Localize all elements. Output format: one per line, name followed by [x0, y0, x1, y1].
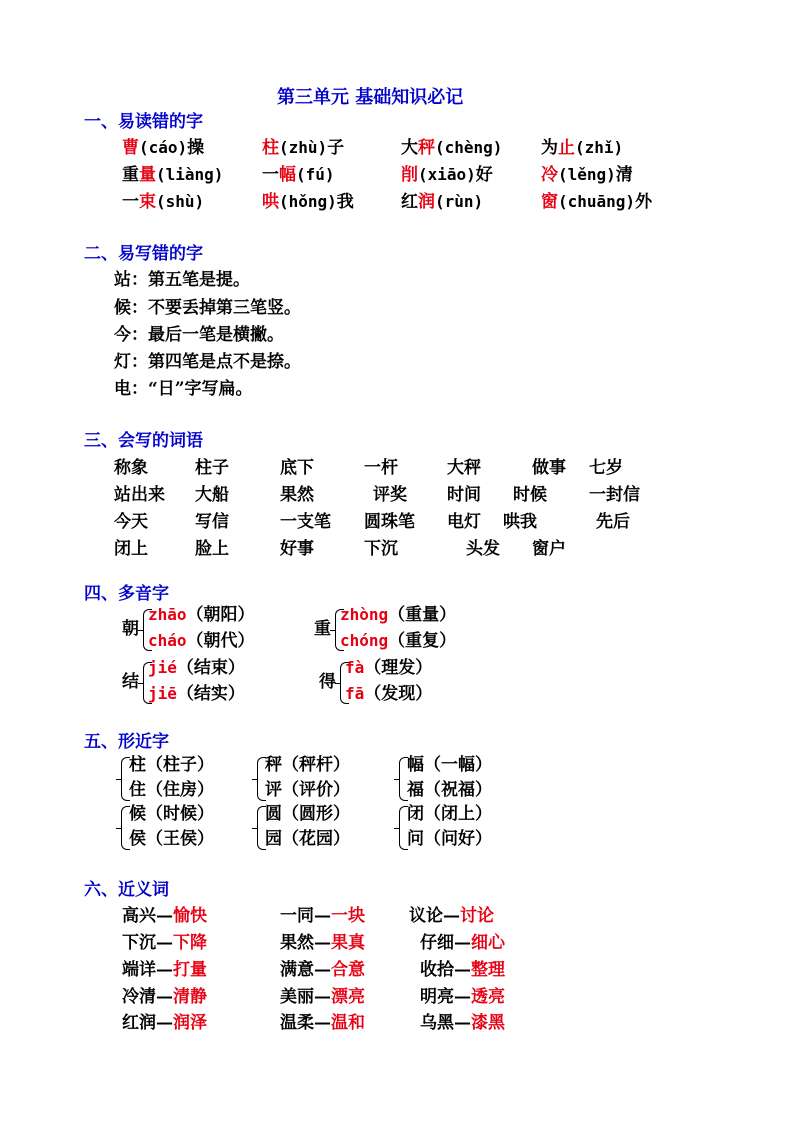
rule-line: 灯：第四笔是点不是捺。: [114, 352, 301, 372]
polyphone-char: 结: [122, 672, 139, 692]
synonym-answer: 漂亮: [331, 987, 365, 1007]
example-word: （重复）: [388, 631, 457, 651]
pinyin: zhòng: [340, 605, 389, 624]
synonym-pair: [122, 1015, 207, 1032]
pinyin: (cáo): [139, 138, 188, 157]
synonym-answer: 透亮: [471, 987, 505, 1007]
similar-char: 侯（王侯）: [129, 829, 214, 849]
vocab-word: 圆珠笔: [364, 512, 415, 532]
synonym-pair: [420, 962, 505, 979]
synonym-answer: 果真: [331, 933, 365, 953]
vocab-word: 一封信: [589, 485, 640, 505]
example-word: （发现）: [364, 684, 433, 704]
page-title: 第三单元 基础知识必记: [277, 87, 464, 108]
synonym-answer: 一块: [331, 906, 365, 926]
synonym-pair: [122, 908, 207, 925]
vocab-word: 时候: [513, 485, 547, 505]
pinyin: (zhù): [279, 138, 328, 157]
synonym-answer: 润泽: [173, 1013, 207, 1033]
pinyin: zhāo: [148, 605, 187, 624]
misread-entry: [541, 167, 633, 184]
vocab-word: 电灯: [447, 512, 481, 532]
vocab-word: 闭上: [114, 539, 148, 559]
section-heading-2: 二、易写错的字: [84, 244, 203, 264]
synonym-answer: 打量: [173, 960, 207, 980]
synonym-pair: [122, 989, 207, 1006]
similar-char: 闭（闭上）: [407, 804, 492, 824]
misread-entry: [262, 140, 344, 157]
pinyin: (chèng): [435, 138, 503, 157]
synonym-answer: 整理: [471, 960, 505, 980]
vocab-word: 脸上: [195, 539, 229, 559]
polyphone-reading: [345, 686, 432, 703]
misread-entry: [262, 194, 354, 211]
misread-entry: [541, 140, 623, 157]
section-heading-4: 四、多音字: [84, 584, 169, 604]
pinyin: (zhǐ): [575, 138, 624, 157]
synonym-word: 一同—: [280, 906, 331, 926]
pinyin: (shù): [156, 192, 205, 211]
misread-entry: [401, 140, 502, 157]
pinyin: cháo: [148, 631, 187, 650]
synonym-word: 温柔—: [280, 1013, 331, 1033]
rule-line: 候：不要丢掉第三笔竖。: [114, 298, 301, 318]
pinyin: jiē: [148, 684, 177, 703]
similar-char: 福（祝福）: [407, 780, 492, 800]
polyphone-char: 朝: [122, 619, 139, 639]
misread-entry: [401, 167, 493, 184]
section-heading-1: 一、易读错的字: [84, 112, 203, 132]
vocab-word: 七岁: [589, 458, 623, 478]
synonym-answer: 讨论: [460, 906, 494, 926]
vocab-word: 大船: [195, 485, 229, 505]
similar-char: 住（住房）: [129, 780, 214, 800]
vocab-word: 一杆: [364, 458, 398, 478]
pinyin: (fú): [296, 165, 335, 184]
entry-prefix: 一: [262, 165, 279, 185]
entry-suffix: 子: [327, 138, 345, 158]
entry-prefix: 红: [401, 192, 418, 212]
polyphone-reading: [148, 633, 255, 650]
vocab-word: 哄我: [503, 512, 537, 532]
pinyin: (liàng): [156, 165, 224, 184]
vocab-word: 下沉: [364, 539, 398, 559]
misread-entry: [401, 194, 483, 211]
target-char: 冷: [541, 165, 558, 185]
target-char: 窗: [541, 192, 558, 212]
misread-entry: [262, 167, 335, 184]
misread-entry: [541, 194, 652, 211]
rule-line: 电：“日”字写扁。: [114, 379, 253, 399]
pinyin: chóng: [340, 631, 389, 650]
target-char: 哄: [262, 192, 279, 212]
synonym-word: 冷清—: [122, 987, 173, 1007]
example-word: （朝阳）: [186, 605, 255, 625]
target-char: 柱: [262, 138, 279, 158]
example-word: （理发）: [364, 658, 433, 678]
example-word: （结实）: [176, 684, 245, 704]
synonym-pair: [280, 962, 365, 979]
vocab-word: 窗户: [532, 539, 566, 559]
vocab-word: 底下: [280, 458, 314, 478]
similar-char: 问（问好）: [407, 829, 492, 849]
synonym-pair: [122, 962, 207, 979]
vocab-word: 好事: [280, 539, 314, 559]
entry-prefix: 大: [401, 138, 418, 158]
target-char: 曹: [122, 138, 139, 158]
vocab-word: 站出来: [114, 485, 165, 505]
vocab-word: 称象: [114, 458, 148, 478]
similar-char: 柱（柱子）: [129, 755, 214, 775]
entry-suffix: 好: [475, 165, 493, 185]
entry-suffix: 外: [635, 192, 653, 212]
synonym-word: 乌黑—: [420, 1013, 471, 1033]
entry-suffix: 清: [615, 165, 633, 185]
entry-prefix: 为: [541, 138, 558, 158]
vocab-word: 头发: [466, 539, 500, 559]
polyphone-reading: [148, 607, 255, 624]
polyphone-char: 重: [314, 619, 331, 639]
pinyin: fā: [345, 684, 365, 703]
vocab-word: 时间: [447, 485, 481, 505]
synonym-word: 果然—: [280, 933, 331, 953]
synonym-word: 收拾—: [420, 960, 471, 980]
target-char: 削: [401, 165, 418, 185]
target-char: 束: [139, 192, 156, 212]
vocab-word: 今天: [114, 512, 148, 532]
synonym-pair: [280, 989, 365, 1006]
vocab-word: 大秤: [447, 458, 481, 478]
vocab-word: 柱子: [195, 458, 229, 478]
example-word: （朝代）: [186, 631, 255, 651]
vocab-word: 做事: [532, 458, 566, 478]
entry-prefix: 一: [122, 192, 139, 212]
target-char: 润: [418, 192, 435, 212]
entry-suffix: 操: [187, 138, 205, 158]
pinyin: fà: [345, 658, 365, 677]
vocab-word: 写信: [195, 512, 229, 532]
synonym-answer: 下降: [173, 933, 207, 953]
synonym-pair: [420, 989, 505, 1006]
synonym-word: 美丽—: [280, 987, 331, 1007]
synonym-answer: 清静: [173, 987, 207, 1007]
synonym-word: 红润—: [122, 1013, 173, 1033]
target-char: 秤: [418, 138, 435, 158]
pinyin: (rùn): [435, 192, 484, 211]
pinyin: jié: [148, 658, 177, 677]
synonym-pair: [122, 935, 207, 952]
polyphone-reading: [345, 660, 432, 677]
rule-line: 站：第五笔是提。: [114, 270, 250, 290]
similar-char: 园（花园）: [265, 829, 350, 849]
synonym-answer: 温和: [331, 1013, 365, 1033]
example-word: （重量）: [388, 605, 457, 625]
synonym-pair: [280, 1015, 365, 1032]
synonym-pair: [420, 935, 505, 952]
vocab-word: 先后: [596, 512, 630, 532]
polyphone-reading: [148, 686, 245, 703]
polyphone-reading: [340, 607, 456, 624]
vocab-word: 果然: [280, 485, 314, 505]
vocab-word: 一支笔: [280, 512, 331, 532]
synonym-word: 仔细—: [420, 933, 471, 953]
pinyin: (lěng): [558, 165, 616, 184]
synonym-answer: 漆黑: [471, 1013, 505, 1033]
section-heading-6: 六、近义词: [84, 880, 169, 900]
target-char: 幅: [279, 165, 296, 185]
misread-entry: [122, 167, 223, 184]
vocab-word: 评奖: [373, 485, 407, 505]
target-char: 量: [139, 165, 156, 185]
synonym-answer: 合意: [331, 960, 365, 980]
synonym-pair: [420, 1015, 505, 1032]
polyphone-char: 得: [319, 672, 336, 692]
rule-line: 今：最后一笔是横撇。: [114, 325, 284, 345]
entry-prefix: 重: [122, 165, 139, 185]
synonym-word: 满意—: [280, 960, 331, 980]
synonym-pair: [280, 908, 365, 925]
synonym-answer: 细心: [471, 933, 505, 953]
synonym-pair: [409, 908, 494, 925]
similar-char: 秤（秤杆）: [265, 755, 350, 775]
polyphone-reading: [340, 633, 456, 650]
pinyin: (hǒng): [279, 192, 337, 211]
misread-entry: [122, 140, 204, 157]
misread-entry: [122, 194, 204, 211]
pinyin: (chuāng): [558, 192, 636, 211]
similar-char: 候（时候）: [129, 804, 214, 824]
synonym-answer: 愉快: [173, 906, 207, 926]
section-heading-3: 三、会写的词语: [84, 431, 203, 451]
entry-suffix: 我: [336, 192, 354, 212]
similar-char: 评（评价）: [265, 780, 350, 800]
synonym-word: 明亮—: [420, 987, 471, 1007]
synonym-word: 议论—: [409, 906, 460, 926]
similar-char: 幅（一幅）: [407, 755, 492, 775]
example-word: （结束）: [176, 658, 245, 678]
synonym-word: 下沉—: [122, 933, 173, 953]
synonym-word: 端详—: [122, 960, 173, 980]
similar-char: 圆（圆形）: [265, 804, 350, 824]
section-heading-5: 五、形近字: [84, 732, 169, 752]
target-char: 止: [558, 138, 575, 158]
polyphone-reading: [148, 660, 245, 677]
synonym-word: 高兴—: [122, 906, 173, 926]
synonym-pair: [280, 935, 365, 952]
pinyin: (xiāo): [418, 165, 476, 184]
